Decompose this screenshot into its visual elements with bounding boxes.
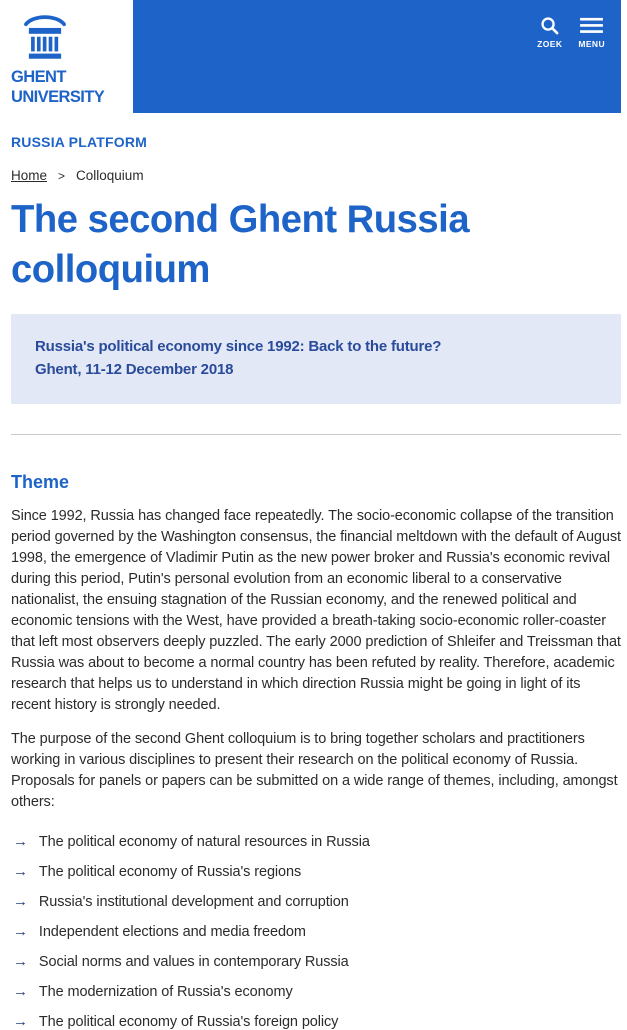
arrow-right-icon: → [13, 893, 28, 910]
theme-topic-list [11, 834, 621, 1030]
menu-button[interactable] [578, 16, 605, 49]
list-item-label: Independent elections and media freedom [38, 924, 306, 940]
arrow-right-icon: → [13, 953, 28, 970]
hamburger-icon [580, 16, 603, 35]
page-title: The second Ghent Russia colloquium [11, 198, 470, 291]
list-item [13, 954, 621, 970]
list-item [13, 924, 621, 940]
list-item-label: Russia's institutional development and corruption [38, 894, 349, 910]
list-item [13, 984, 621, 1000]
list-item [13, 1014, 621, 1030]
search-label: ZOEK [537, 39, 563, 49]
breadcrumb-home-link[interactable]: Home [11, 168, 48, 183]
site-section-title[interactable]: RUSSIA PLATFORM [11, 134, 147, 150]
main-content [0, 134, 627, 1030]
event-date-location: Ghent, 11-12 December 2018 [35, 361, 234, 378]
arrow-right-icon: → [13, 1013, 28, 1030]
list-item [13, 864, 621, 880]
search-icon [540, 16, 559, 35]
arrow-right-icon: → [13, 983, 28, 1000]
list-item-label: The political economy of natural resources in Russia [38, 834, 370, 850]
event-highlight-box [11, 314, 621, 404]
theme-body [11, 506, 621, 813]
list-item-label: The political economy of Russia's foreign policy [38, 1014, 339, 1030]
theme-paragraph-2: The purpose of the second Ghent colloquium is to bring together scholars and practitioners working in various disciplines to present their research on the political economy of Russia. Proposals for panels or papers can be submitted on a wide range of themes, including, amongst others: [11, 731, 618, 810]
list-item [13, 894, 621, 910]
ghent-university-logo[interactable] [0, 0, 133, 113]
theme-heading: Theme [11, 472, 70, 492]
header-blue-bar [133, 0, 621, 113]
section-divider [11, 434, 621, 435]
list-item [13, 834, 621, 850]
logo-line1: GHENT [11, 67, 66, 86]
breadcrumb [11, 168, 621, 183]
site-header [0, 0, 627, 113]
arrow-right-icon: → [13, 923, 28, 940]
university-temple-icon [23, 12, 67, 60]
breadcrumb-current: Colloquium [76, 168, 144, 183]
arrow-right-icon: → [13, 863, 28, 880]
list-item-label: The modernization of Russia's economy [38, 984, 293, 1000]
list-item-label: The political economy of Russia's regions [38, 864, 302, 880]
event-subtitle: Russia's political economy since 1992: Back to the future? [35, 338, 442, 355]
breadcrumb-separator: > [58, 169, 66, 183]
theme-paragraph-1: Since 1992, Russia has changed face repeatedly. The socio-economic collapse of the transition period governed by the Washington consensus, the financial meltdown with the default of August 1998, the emergence of Vladimir Putin as the new power broker and Russia's economic revival during this period, Putin's personal evolution from an economic liberal to a conservative nationalist, the ensuing stagnation of the Russian economy, and the renewed political and economic tensions with the West, have provided a breath-taking socio-economic roller-coaster that left most observers deeply puzzled. The early 2000 prediction of Shleifer and Treissman that Russia was about to become a normal country has been refuted by reality. Therefore, academic research that helps us to understand in which direction Russia might be going in light of its recent history is strongly needed. [11, 508, 621, 713]
logo-line2: UNIVERSITY [11, 87, 105, 106]
arrow-right-icon: → [13, 833, 28, 850]
menu-label: MENU [578, 39, 605, 49]
search-button[interactable] [537, 16, 562, 49]
logo-wordmark [11, 67, 129, 107]
list-item-label: Social norms and values in contemporary Russia [38, 954, 349, 970]
